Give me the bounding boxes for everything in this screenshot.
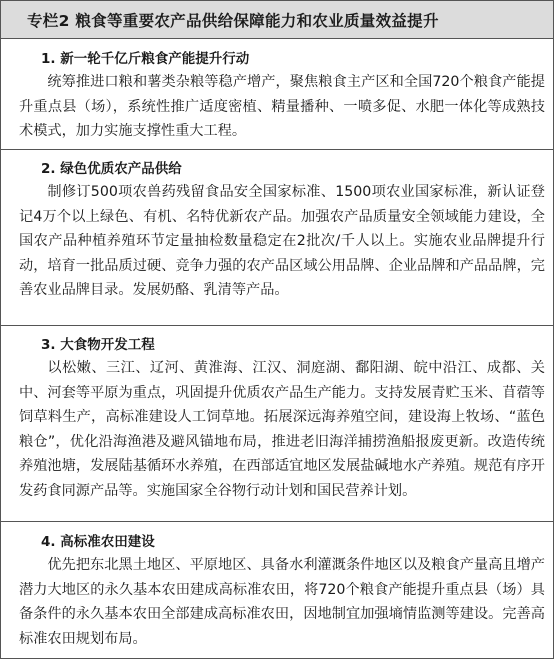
section-title: 2. 绿色优质农产品供给	[41, 161, 182, 177]
box-header	[1, 1, 553, 39]
section-high-standard-farmland	[1, 522, 553, 655]
section-title: 4. 高标准农田建设	[41, 534, 155, 550]
section-body: 制修订500项农兽药残留食品安全国家标准、1500项农业国家标准，新认证登记4万个以上绿色、有机、名特优新农产品。加强农产品质量安全领域能力建设，全国农产品种植养殖环节定量抽检数量稳定在2批次/千人以上。实施农业品牌提升行动，培育一批品质过硬、竞争力强的农产品区域公用品牌、企业品牌和产品品牌，完善农业品牌目录。发展奶酪、乳清等产品。	[19, 184, 545, 298]
section-body: 统筹推进口粮和薯类杂粮等稳产增产，聚焦粮食主产区和全国720个粮食产能提升重点县（场），系统性推广适度密植、精量播种、一喷多促、水肥一体化等成熟技术模式，加力实施支撑性重大工程。	[19, 74, 545, 139]
section-title: 3. 大食物开发工程	[41, 337, 155, 353]
box-title: 专栏2 粮食等重要农产品供给保障能力和农业质量效益提升	[27, 11, 439, 30]
section-body: 优先把东北黑土地区、平原地区、具备水利灌溉条件地区以及粮食产量高且增产潜力大地区的永久基本农田建成高标准农田，将720个粮食产能提升重点县（场）具备条件的永久基本农田全部建成高标准农田，因地制宜加强墒情监测等建设。完善高标准农田规划布局。	[19, 557, 545, 647]
section-green-products	[1, 150, 553, 326]
section-body: 以松嫩、三江、辽河、黄淮海、江汉、洞庭湖、鄱阳湖、皖中沿江、成都、关中、河套等平原为重点，巩固提升优质农产品生产能力。支持发展青贮玉米、苜蓿等饲草料生产，高标准建设人工饲草地。拓展深远海养殖空间，建设海上牧场、“蓝色粮仓”，优化沿海渔港及避风锚地布局，推进老旧海洋捕捞渔船报废更新。改造传统养殖池塘，发展陆基循环水养殖，在西部适宜地区发展盐碱地水产养殖。规范有序开发药食同源产品等。实施国家全谷物行动计划和国民营养计划。	[19, 360, 545, 499]
section-grain-capacity	[1, 39, 553, 150]
section-title: 1. 新一轮千亿斤粮食产能提升行动	[41, 51, 250, 67]
section-big-food	[1, 326, 553, 522]
